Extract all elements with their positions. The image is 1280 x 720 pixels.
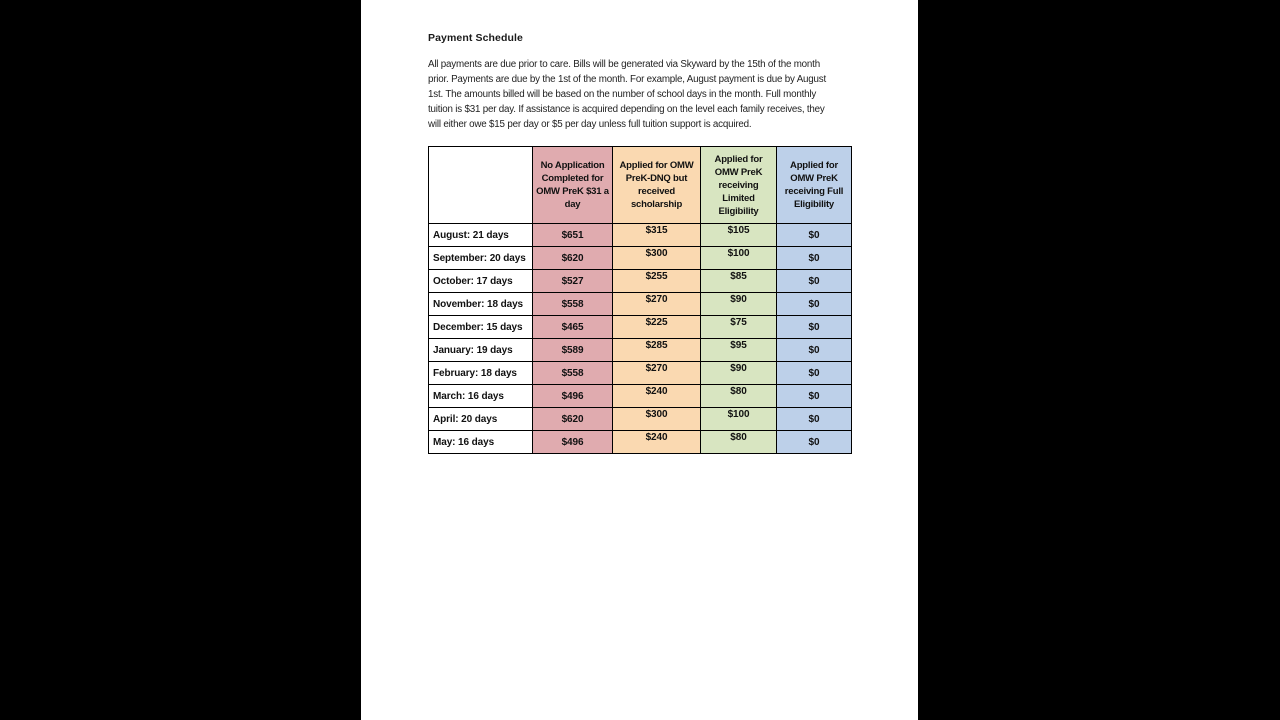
value-cell: $558 bbox=[533, 293, 613, 316]
month-cell: October: 17 days bbox=[429, 270, 533, 293]
payment-schedule-table bbox=[428, 146, 852, 454]
table-row bbox=[429, 408, 852, 431]
table-row bbox=[429, 385, 852, 408]
value-cell: $0 bbox=[777, 431, 852, 454]
value-cell: $496 bbox=[533, 431, 613, 454]
value-cell: $270 bbox=[613, 293, 701, 316]
value-cell: $255 bbox=[613, 270, 701, 293]
intro-paragraph bbox=[428, 57, 856, 132]
intro-line: prior. Payments are due by the 1st of the month. For example, August payment is due by August bbox=[428, 74, 827, 85]
value-cell: $0 bbox=[777, 316, 852, 339]
header-cell-no-application: No Application Completed for OMW PreK $31 a day bbox=[533, 147, 613, 224]
value-cell: $270 bbox=[613, 362, 701, 385]
table-row bbox=[429, 316, 852, 339]
value-cell: $0 bbox=[777, 270, 852, 293]
intro-line: 1st. The amounts billed will be based on the number of school days in the month. Full monthly bbox=[428, 89, 817, 100]
month-cell: August: 21 days bbox=[429, 224, 533, 247]
document-page bbox=[361, 0, 918, 720]
value-cell: $240 bbox=[613, 431, 701, 454]
value-cell: $0 bbox=[777, 293, 852, 316]
intro-line: will either owe $15 per day or $5 per day unless full tuition support is acquired. bbox=[428, 119, 752, 130]
header-row bbox=[429, 147, 852, 224]
value-cell: $0 bbox=[777, 408, 852, 431]
value-cell: $80 bbox=[701, 385, 777, 408]
value-cell: $315 bbox=[613, 224, 701, 247]
value-cell: $620 bbox=[533, 408, 613, 431]
value-cell: $0 bbox=[777, 362, 852, 385]
value-cell: $240 bbox=[613, 385, 701, 408]
table-row bbox=[429, 224, 852, 247]
value-cell: $90 bbox=[701, 293, 777, 316]
table-row bbox=[429, 293, 852, 316]
value-cell: $527 bbox=[533, 270, 613, 293]
value-cell: $0 bbox=[777, 385, 852, 408]
value-cell: $105 bbox=[701, 224, 777, 247]
value-cell: $620 bbox=[533, 247, 613, 270]
value-cell: $465 bbox=[533, 316, 613, 339]
table-row bbox=[429, 339, 852, 362]
month-cell: September: 20 days bbox=[429, 247, 533, 270]
value-cell: $285 bbox=[613, 339, 701, 362]
value-cell: $225 bbox=[613, 316, 701, 339]
value-cell: $90 bbox=[701, 362, 777, 385]
value-cell: $0 bbox=[777, 224, 852, 247]
table-row bbox=[429, 431, 852, 454]
value-cell: $100 bbox=[701, 247, 777, 270]
month-cell: April: 20 days bbox=[429, 408, 533, 431]
month-cell: May: 16 days bbox=[429, 431, 533, 454]
value-cell: $496 bbox=[533, 385, 613, 408]
page-title: Payment Schedule bbox=[428, 32, 523, 44]
value-cell: $85 bbox=[701, 270, 777, 293]
table-row bbox=[429, 247, 852, 270]
intro-line: tuition is $31 per day. If assistance is acquired depending on the level each family receives, they bbox=[428, 104, 825, 115]
month-cell: December: 15 days bbox=[429, 316, 533, 339]
header-cell-limited-eligibility: Applied for OMW PreK receiving Limited Eligibility bbox=[701, 147, 777, 224]
value-cell: $95 bbox=[701, 339, 777, 362]
table-row bbox=[429, 362, 852, 385]
table-row bbox=[429, 270, 852, 293]
month-cell: February: 18 days bbox=[429, 362, 533, 385]
month-cell: November: 18 days bbox=[429, 293, 533, 316]
value-cell: $558 bbox=[533, 362, 613, 385]
value-cell: $651 bbox=[533, 224, 613, 247]
value-cell: $0 bbox=[777, 247, 852, 270]
document-content bbox=[361, 0, 918, 454]
value-cell: $0 bbox=[777, 339, 852, 362]
header-cell-full-eligibility: Applied for OMW PreK receiving Full Eligibility bbox=[777, 147, 852, 224]
month-cell: March: 16 days bbox=[429, 385, 533, 408]
value-cell: $75 bbox=[701, 316, 777, 339]
value-cell: $80 bbox=[701, 431, 777, 454]
value-cell: $300 bbox=[613, 408, 701, 431]
value-cell: $589 bbox=[533, 339, 613, 362]
value-cell: $100 bbox=[701, 408, 777, 431]
header-cell-empty bbox=[429, 147, 533, 224]
intro-line: All payments are due prior to care. Bills will be generated via Skyward by the 15th of the month bbox=[428, 59, 820, 70]
value-cell: $300 bbox=[613, 247, 701, 270]
month-cell: January: 19 days bbox=[429, 339, 533, 362]
header-cell-dnq-scholarship: Applied for OMW PreK-DNQ but received scholarship bbox=[613, 147, 701, 224]
